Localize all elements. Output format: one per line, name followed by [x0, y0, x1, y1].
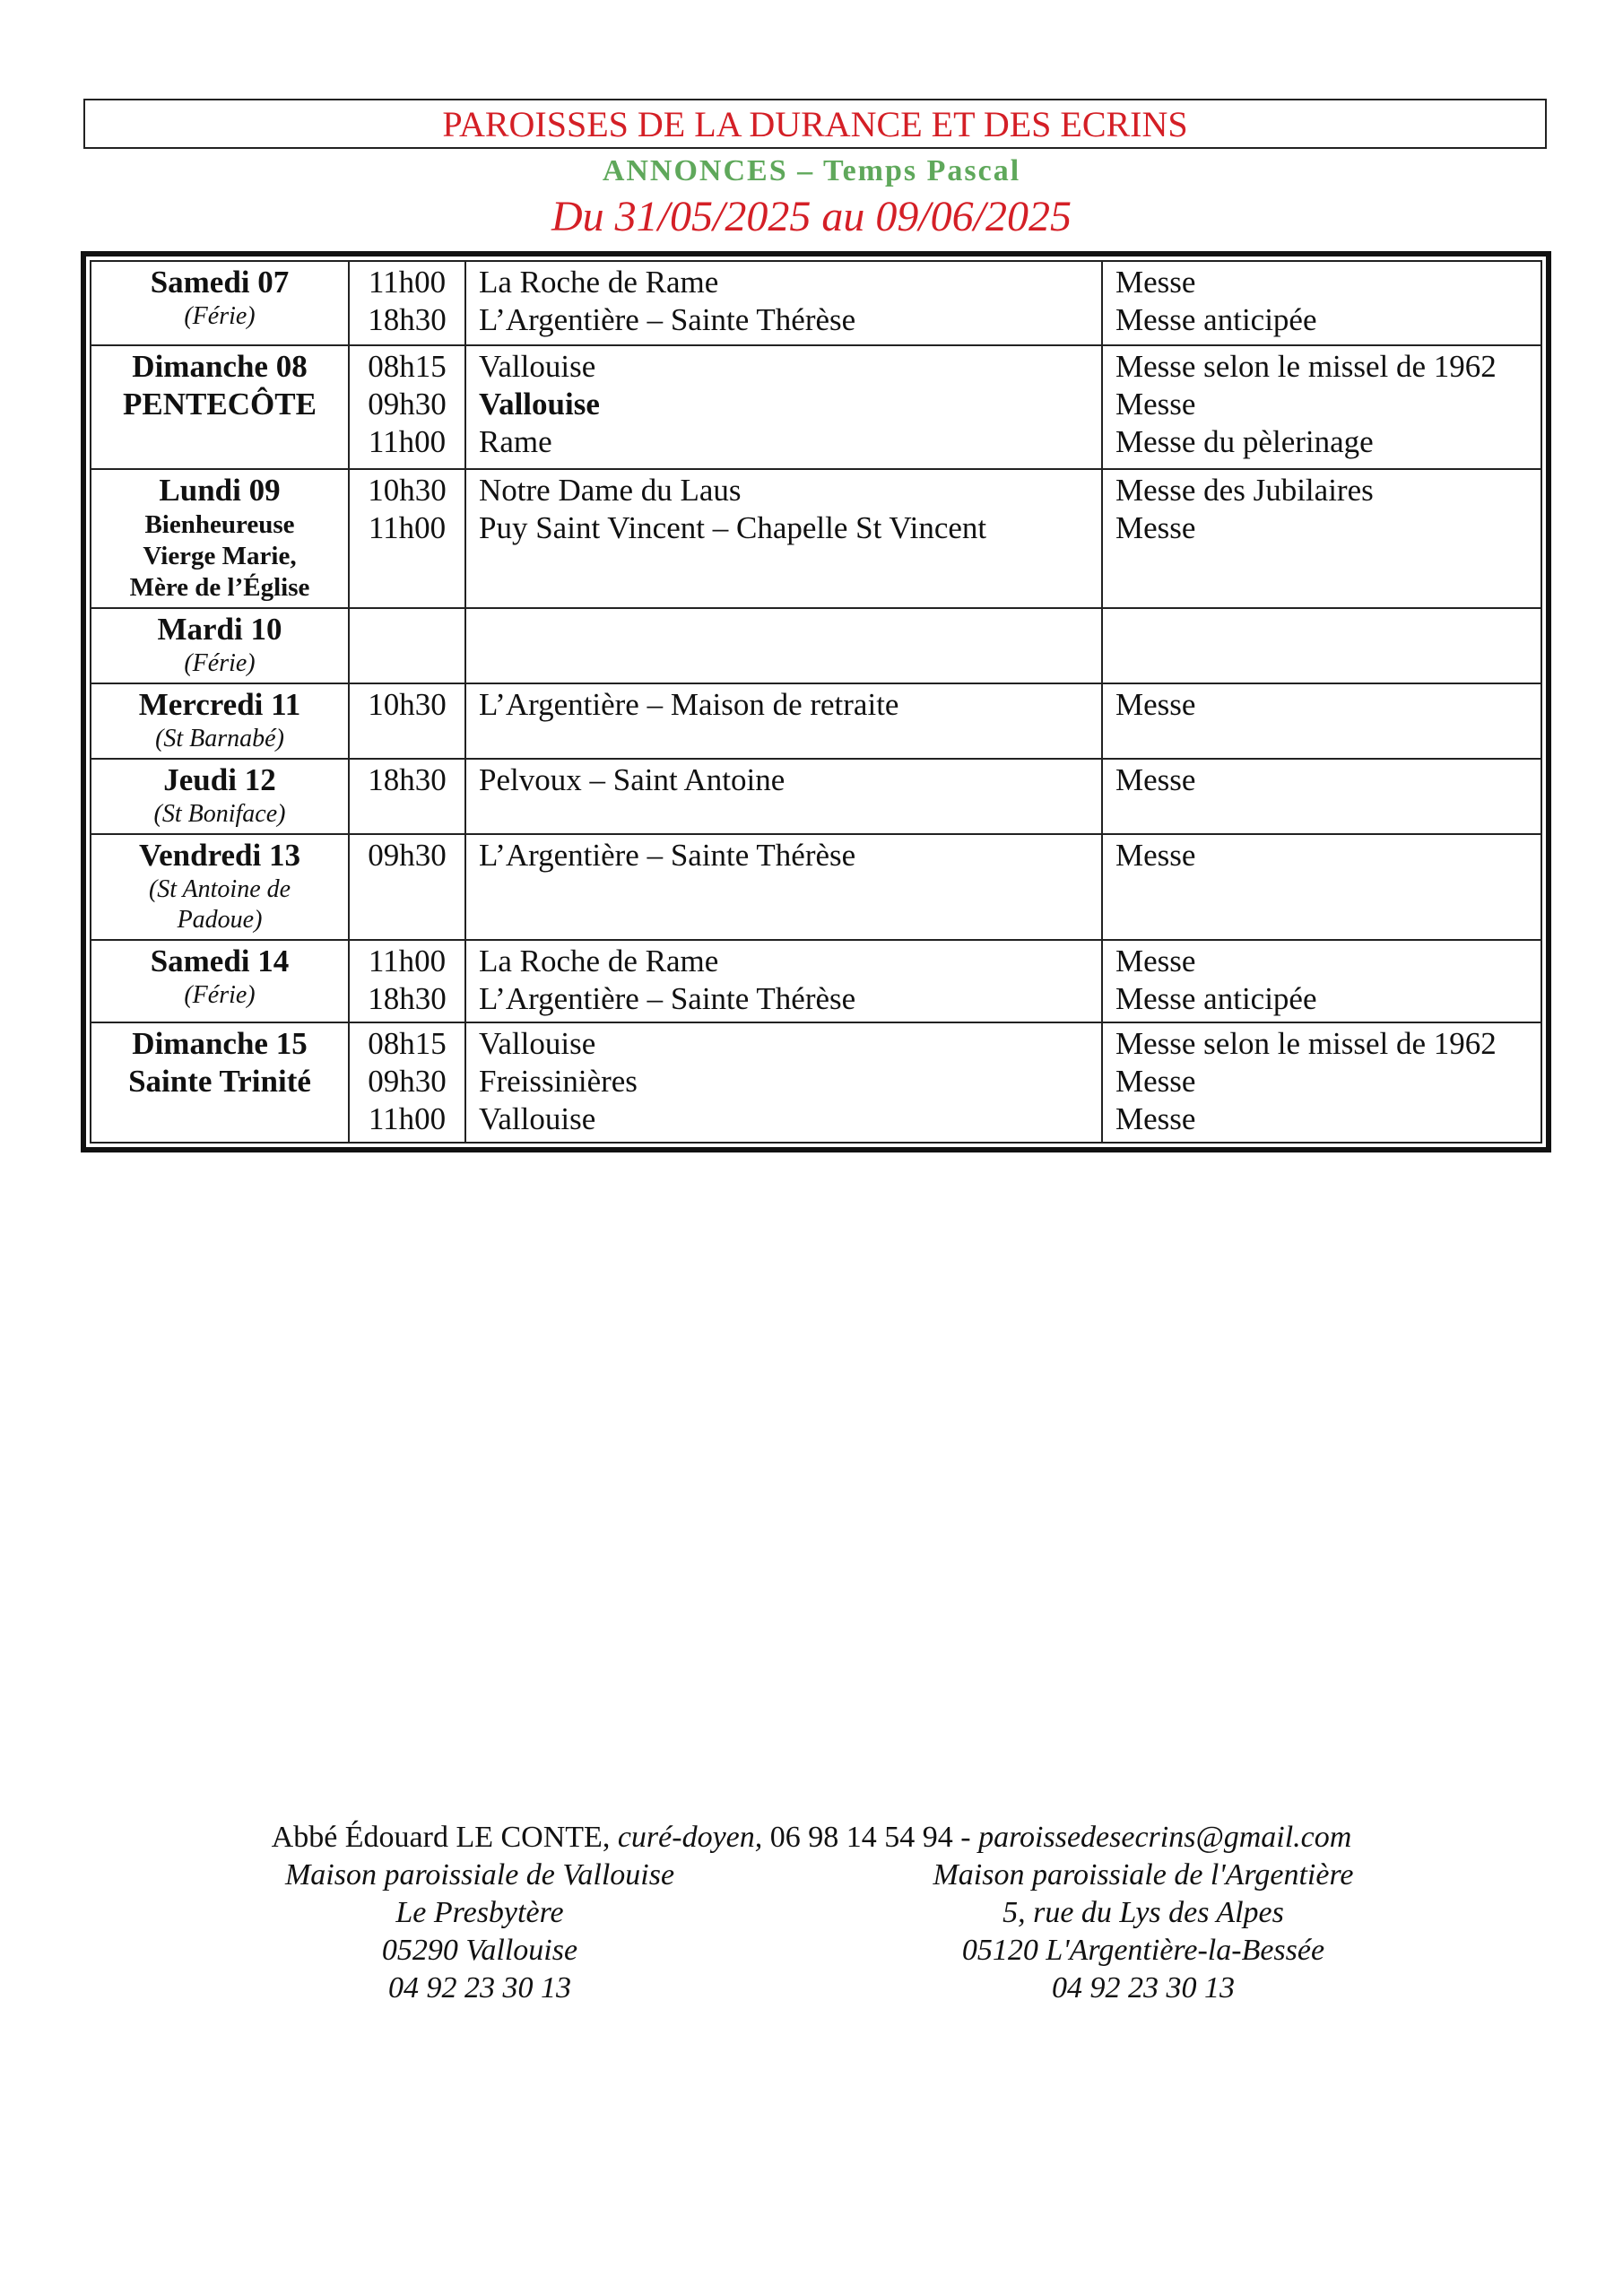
- event: Messe: [1115, 1101, 1196, 1136]
- place: Puy Saint Vincent – Chapelle St Vincent: [479, 510, 987, 545]
- time: 08h15: [368, 349, 447, 384]
- place: Rame: [479, 424, 552, 459]
- day-name: Dimanche 08: [132, 349, 308, 384]
- event: Messe: [1115, 944, 1196, 978]
- day-cell: [91, 1022, 349, 1143]
- day-name: Dimanche 15: [132, 1026, 308, 1061]
- day-cell: [91, 345, 349, 469]
- event: Messe: [1115, 687, 1196, 722]
- place-cell: [465, 834, 1102, 940]
- place-cell: [465, 1022, 1102, 1143]
- event: Messe du pèlerinage: [1115, 424, 1374, 459]
- time-cell: [349, 345, 465, 469]
- time: 18h30: [368, 762, 447, 797]
- event: Messe anticipée: [1115, 981, 1317, 1016]
- event-cell: [1102, 834, 1541, 940]
- day-name: Samedi 07: [150, 265, 290, 300]
- day-name: Mardi 10: [157, 612, 282, 647]
- day-cell: [91, 759, 349, 834]
- day-note: (Férie): [184, 981, 256, 1009]
- table-row: [91, 683, 1541, 759]
- time: 11h00: [368, 265, 447, 300]
- address-phone: 04 92 23 30 13: [388, 1971, 571, 2005]
- time: 09h30: [368, 1064, 447, 1099]
- day-feast: Mère de l’Église: [129, 573, 310, 602]
- day-cell: [91, 940, 349, 1022]
- event: Messe selon le missel de 1962: [1115, 1026, 1497, 1061]
- priest-contact: [0, 1819, 1623, 1857]
- email-link[interactable]: paroissedesecrins@gmail.com: [978, 1821, 1352, 1854]
- address-line: 05290 Vallouise: [381, 1934, 578, 1967]
- place: La Roche de Rame: [479, 265, 719, 300]
- address-line: 05120 L'Argentière-la-Bessée: [961, 1934, 1325, 1967]
- time: 11h00: [368, 510, 447, 545]
- place: Vallouise: [479, 387, 600, 422]
- place: Pelvoux – Saint Antoine: [479, 762, 785, 797]
- priest-role: curé-doyen,: [617, 1821, 763, 1854]
- event: Messe selon le missel de 1962: [1115, 349, 1497, 384]
- day-name: Vendredi 13: [139, 838, 300, 873]
- place-cell: [465, 940, 1102, 1022]
- event-cell: [1102, 345, 1541, 469]
- schedule-table-frame: [81, 251, 1551, 1152]
- table-row: [91, 834, 1541, 940]
- table-row: [91, 261, 1541, 345]
- page-title: [83, 99, 1547, 149]
- day-name: Mercredi 11: [138, 687, 301, 722]
- date-range: Du 31/05/2025 au 09/06/2025: [551, 193, 1072, 240]
- place: Notre Dame du Laus: [479, 473, 742, 508]
- event: Messe: [1115, 265, 1196, 300]
- place: L’Argentière – Sainte Thérèse: [479, 302, 856, 337]
- day-feast: Vierge Marie,: [143, 542, 297, 570]
- day-feast: Bienheureuse: [144, 510, 295, 539]
- time-cell: [349, 683, 465, 759]
- time: 11h00: [368, 1101, 447, 1136]
- time: 09h30: [368, 387, 447, 422]
- event: Messe des Jubilaires: [1115, 473, 1374, 508]
- footer-addresses: [0, 1857, 1623, 2007]
- time: 11h00: [368, 424, 447, 459]
- address-argentiere: [812, 1857, 1475, 2007]
- table-row: [91, 759, 1541, 834]
- time: 18h30: [368, 302, 447, 337]
- address-line: Le Presbytère: [395, 1896, 564, 1929]
- event-cell: [1102, 1022, 1541, 1143]
- day-note: (St Boniface): [153, 800, 286, 828]
- day-cell: [91, 608, 349, 683]
- event: Messe: [1115, 838, 1196, 873]
- place: Freissinières: [479, 1064, 638, 1099]
- day-name: Samedi 14: [150, 944, 290, 978]
- event: Messe: [1115, 1064, 1196, 1099]
- event: Messe anticipée: [1115, 302, 1317, 337]
- time-cell: [349, 469, 465, 608]
- table-row: [91, 469, 1541, 608]
- day-cell: [91, 261, 349, 345]
- event: Messe: [1115, 510, 1196, 545]
- place: L’Argentière – Maison de retraite: [479, 687, 899, 722]
- event-cell: [1102, 469, 1541, 608]
- day-feast: PENTECÔTE: [123, 387, 317, 422]
- time-cell: [349, 940, 465, 1022]
- priest-name: Abbé Édouard LE CONTE,: [271, 1821, 611, 1854]
- event: Messe: [1115, 762, 1196, 797]
- time-cell: [349, 834, 465, 940]
- day-cell: [91, 469, 349, 608]
- day-note: (Férie): [184, 649, 256, 677]
- time-cell: [349, 608, 465, 683]
- event-cell: [1102, 759, 1541, 834]
- time: 10h30: [368, 473, 447, 508]
- table-row: [91, 345, 1541, 469]
- address-vallouise: [148, 1857, 812, 2007]
- place: Vallouise: [479, 1101, 596, 1136]
- day-feast: Sainte Trinité: [128, 1064, 311, 1099]
- day-cell: [91, 683, 349, 759]
- place-cell: [465, 759, 1102, 834]
- place-cell: [465, 683, 1102, 759]
- time: 11h00: [368, 944, 447, 978]
- footer: [0, 1819, 1623, 2007]
- time: 08h15: [368, 1026, 447, 1061]
- address-line: Maison paroissiale de l'Argentière: [933, 1858, 1354, 1892]
- place-cell: [465, 608, 1102, 683]
- place: La Roche de Rame: [479, 944, 719, 978]
- priest-phone: 06 98 14 54 94 -: [769, 1821, 971, 1854]
- place-cell: [465, 345, 1102, 469]
- place: L’Argentière – Sainte Thérèse: [479, 981, 856, 1016]
- subtitle: ANNONCES – Temps Pascal: [602, 154, 1021, 187]
- time: 18h30: [368, 981, 447, 1016]
- time: 09h30: [368, 838, 447, 873]
- address-line: 5, rue du Lys des Alpes: [1002, 1896, 1284, 1929]
- schedule-table: [90, 260, 1542, 1144]
- time-cell: [349, 1022, 465, 1143]
- place-cell: [465, 261, 1102, 345]
- day-note: (St Barnabé): [155, 725, 284, 752]
- time-cell: [349, 261, 465, 345]
- day-note: (St Antoine de: [148, 875, 291, 903]
- address-line: Maison paroissiale de Vallouise: [284, 1858, 675, 1892]
- place: L’Argentière – Sainte Thérèse: [479, 838, 856, 873]
- day-name: Jeudi 12: [163, 762, 276, 797]
- address-phone: 04 92 23 30 13: [1052, 1971, 1235, 2005]
- table-row: [91, 1022, 1541, 1143]
- place-cell: [465, 469, 1102, 608]
- day-note: Padoue): [177, 906, 263, 934]
- table-row: [91, 608, 1541, 683]
- day-cell: [91, 834, 349, 940]
- place: Vallouise: [479, 1026, 596, 1061]
- event: Messe: [1115, 387, 1196, 422]
- place: Vallouise: [479, 349, 596, 384]
- event-cell: [1102, 683, 1541, 759]
- time: 10h30: [368, 687, 447, 722]
- page-title-text: PAROISSES DE LA DURANCE ET DES ECRINS: [442, 103, 1188, 144]
- day-note: (Férie): [184, 302, 256, 330]
- day-name: Lundi 09: [159, 473, 281, 508]
- event-cell: [1102, 940, 1541, 1022]
- event-cell: [1102, 261, 1541, 345]
- event-cell: [1102, 608, 1541, 683]
- table-row: [91, 940, 1541, 1022]
- time-cell: [349, 759, 465, 834]
